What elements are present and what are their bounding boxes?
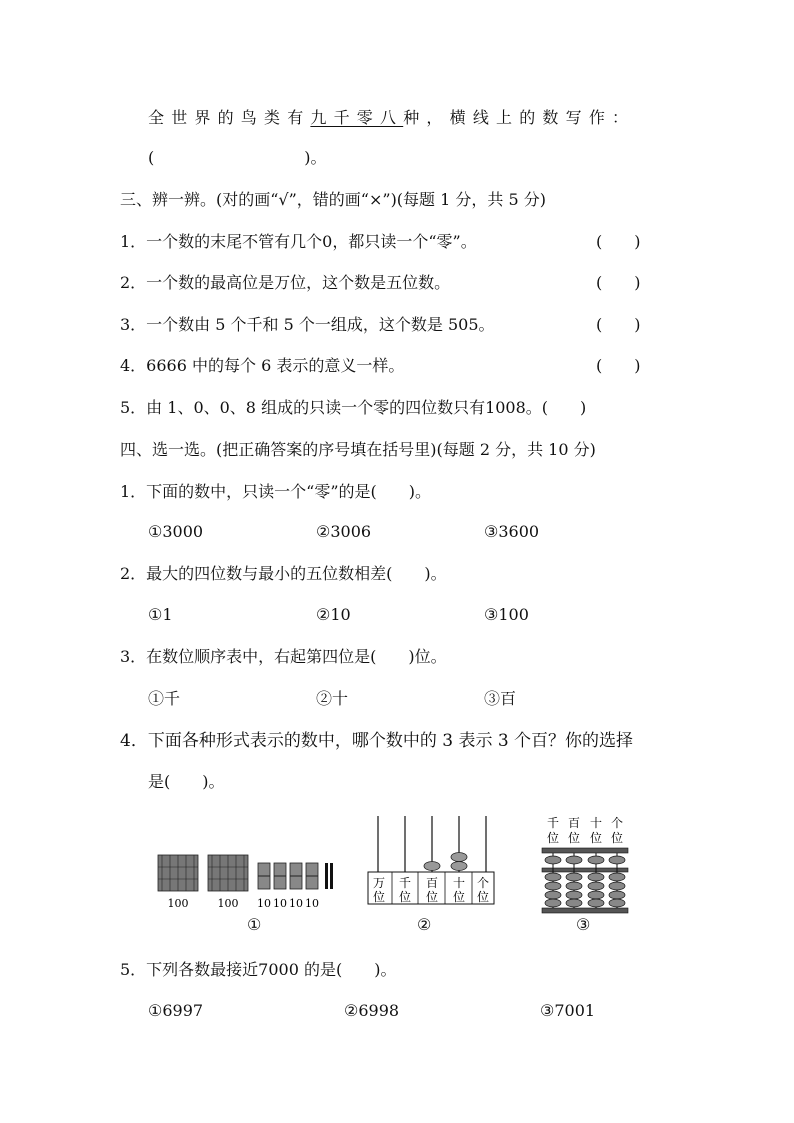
s4-q1-option-3[interactable]: ③3600 — [484, 522, 540, 541]
s4-q3-option-1[interactable]: ①千 — [148, 689, 181, 708]
fig1-sticks-figure[interactable] — [150, 845, 350, 925]
fig3-caption: ③ — [576, 915, 591, 934]
s4-q5-option-1[interactable]: ①6997 — [148, 1001, 204, 1020]
fig1-caption: ① — [247, 915, 262, 934]
s4-q4-stem: 4．下面各种形式表示的数中，哪个数中的 3 表示 3 个百？你的选择 — [120, 731, 634, 751]
intro-underlined: 九千零八 — [310, 108, 404, 127]
s4-q1-option-2[interactable]: ②3006 — [316, 522, 372, 541]
fig1-label-100-b: 100 — [217, 897, 239, 910]
bundle-hundred-1 — [158, 855, 198, 891]
bundle-ten-3 — [290, 863, 302, 889]
intro-text-after: 种，横线上的数写作： — [403, 108, 636, 127]
fig2-place-ge-2: 位 — [476, 890, 490, 904]
s3-item-3: 3．一个数由 5 个千和 5 个一组成，这个数是 505。 — [120, 315, 495, 334]
fig1-label-10-c: 10 — [289, 897, 303, 910]
s3-item-4-answer[interactable]: ( ) — [596, 356, 641, 375]
s3-item-2-answer[interactable]: ( ) — [596, 273, 641, 292]
fig3-place-bai-1: 百 — [567, 816, 581, 830]
abacus-upper-beads — [545, 856, 625, 864]
abacus-lower-beads — [545, 873, 625, 907]
single-sticks — [325, 863, 333, 889]
s4-q3-stem: 3．在数位顺序表中，右起第四位是( )位。 — [120, 647, 447, 666]
bundle-ten-2 — [274, 863, 286, 889]
fig3-place-qian-2: 位 — [546, 831, 560, 845]
s4-q4-stem-continued: 是( )。 — [148, 772, 225, 791]
section4-title: 四、选一选。(把正确答案的序号填在括号里)(每题 2 分，共 10 分) — [120, 440, 596, 459]
bead-tens-1 — [451, 862, 467, 871]
fig3-abacus[interactable] — [540, 812, 630, 916]
s3-item-3-answer[interactable]: ( ) — [596, 315, 641, 334]
fig2-place-shi-2: 位 — [452, 890, 466, 904]
bundle-ten-4 — [306, 863, 318, 889]
s4-q2-option-3[interactable]: ③100 — [484, 605, 529, 624]
fig3-place-qian-1: 千 — [546, 816, 560, 830]
fig2-counting-frame[interactable] — [366, 812, 496, 908]
bead-hundreds-1 — [424, 862, 440, 871]
s4-q5-stem: 5．下列各数最接近7000 的是( )。 — [120, 960, 397, 979]
fig3-place-bai-2: 位 — [567, 831, 581, 845]
fig3-place-shi-2: 位 — [589, 831, 603, 845]
fig1-label-10-d: 10 — [305, 897, 319, 910]
s4-q2-stem: 2．最大的四位数与最小的五位数相差( )。 — [120, 564, 447, 583]
s3-item-2: 2．一个数的最高位是万位，这个数是五位数。 — [120, 273, 451, 292]
s4-q2-option-1[interactable]: ①1 — [148, 605, 173, 624]
s4-q1-option-1[interactable]: ①3000 — [148, 522, 204, 541]
intro-line — [148, 108, 635, 128]
fig1-label-10-b: 10 — [273, 897, 287, 910]
bead-tens-2 — [451, 853, 467, 862]
fig2-place-shi-1: 十 — [452, 876, 466, 890]
fig3-place-ge-1: 个 — [610, 816, 624, 830]
intro-text-before: 全世界的鸟类有 — [148, 108, 311, 127]
s4-q1-stem: 1．下面的数中，只读一个“零”的是( )。 — [120, 482, 432, 501]
fig2-place-bai-2: 位 — [425, 890, 439, 904]
s4-q5-option-2[interactable]: ②6998 — [344, 1001, 400, 1020]
fig1-label-10-a: 10 — [257, 897, 271, 910]
fig2-place-wan-2: 位 — [372, 890, 386, 904]
intro-answer-blank[interactable]: ( )。 — [148, 148, 327, 167]
s4-q2-option-2[interactable]: ②10 — [316, 605, 351, 624]
fig1-label-100-a: 100 — [167, 897, 189, 910]
fig3-place-ge-2: 位 — [610, 831, 624, 845]
fig3-place-shi-1: 十 — [589, 816, 603, 830]
fig2-place-qian-1: 千 — [398, 876, 412, 890]
s3-item-5: 5．由 1、0、0、8 组成的只读一个零的四位数只有1008。( ) — [120, 398, 587, 417]
s3-item-4: 4．6666 中的每个 6 表示的意义一样。 — [120, 356, 405, 375]
fig2-place-ge-1: 个 — [476, 876, 490, 890]
s4-q3-option-3[interactable]: ③百 — [484, 689, 517, 708]
fig2-place-qian-2: 位 — [398, 890, 412, 904]
fig2-place-bai-1: 百 — [425, 876, 439, 890]
s4-q3-option-2[interactable]: ②十 — [316, 689, 349, 708]
bundle-hundred-2 — [208, 855, 248, 891]
fig2-place-wan-1: 万 — [372, 876, 386, 890]
s4-q5-option-3[interactable]: ③7001 — [540, 1001, 596, 1020]
section3-title: 三、辨一辨。(对的画“√”，错的画“×”)(每题 1 分，共 5 分) — [120, 190, 546, 209]
fig2-caption: ② — [417, 915, 432, 934]
s3-item-1-answer[interactable]: ( ) — [596, 232, 641, 251]
s3-item-1: 1．一个数的末尾不管有几个0，都只读一个“零”。 — [120, 232, 477, 251]
bundle-ten-1 — [258, 863, 270, 889]
